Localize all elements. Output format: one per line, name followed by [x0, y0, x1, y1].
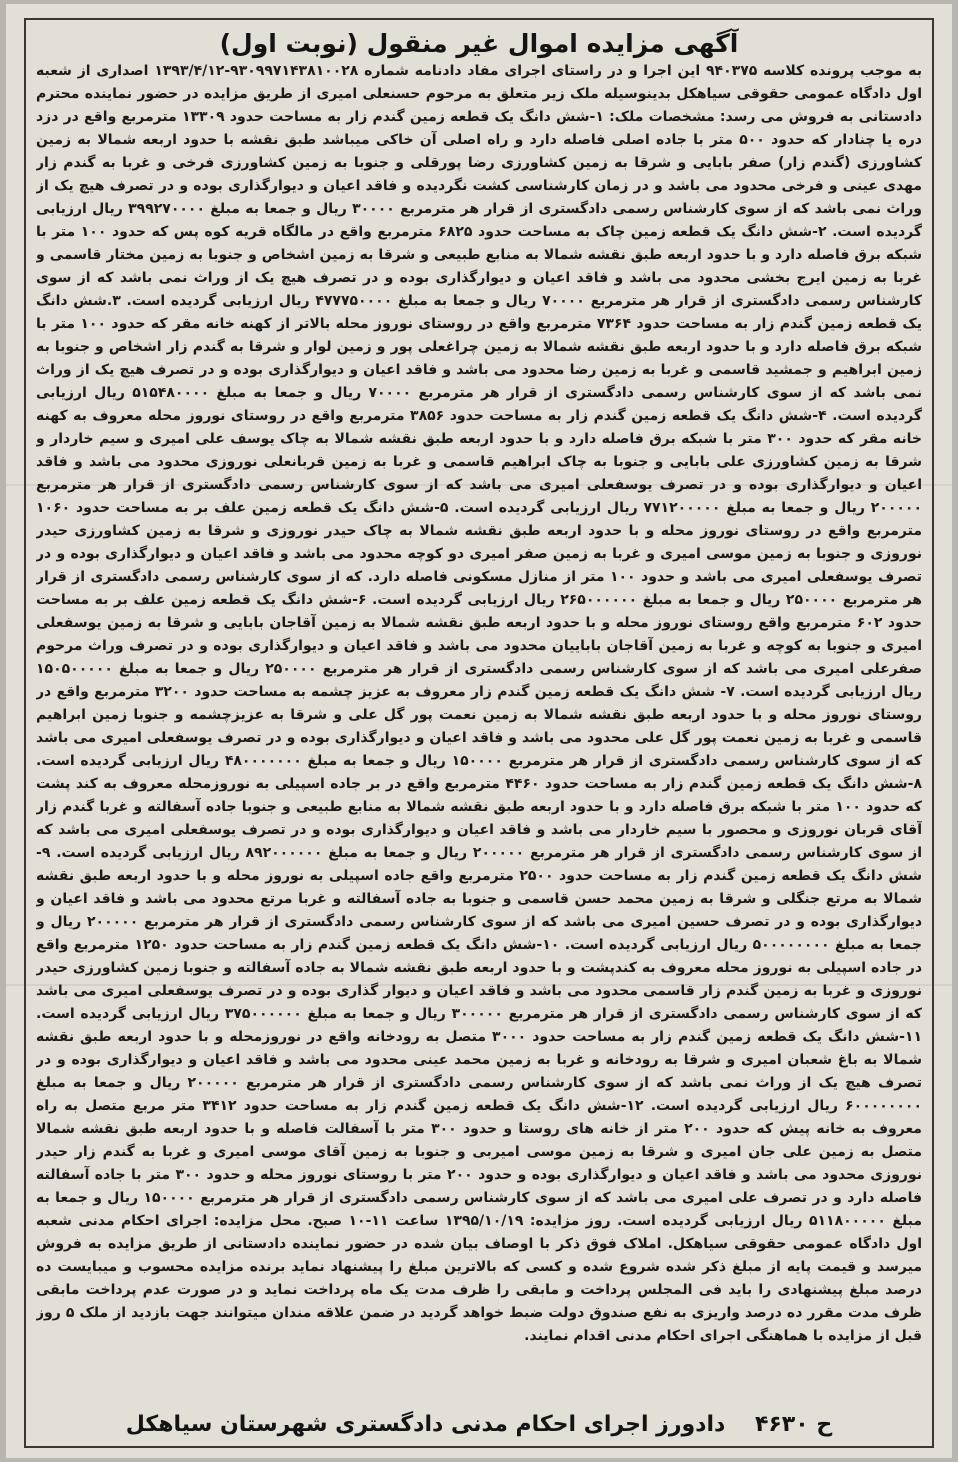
- ad-body: به موجب پرونده کلاسه ۹۴۰۳۷۵ این اجرا و در راستای اجرای مفاد دادنامه شماره ۹۳۰۹۹۷۱۴۳۸۱۰۰۲۸-۱۳۹۳/۴/۱۲ اصداری از شعبه اول دادگاه عمومی حقوقی سیاهکل بدینوسیله ملک زیر متعلق به مرحوم حسنعلی امیری از طریق مزایده در حضور نماینده محترم دادستانی به فروش می رسد: مشخصات ملک: ۱-شش دانگ یک قطعه زمین گندم زار به مساحت حدود ۱۳۳۰۹ مترمربع واقع در دزد دره یا چنادار که حدود ۵۰۰ متر با جاده اصلی فاصله دارد و راه اصلی آن خاکی میباشد طبق نقشه با حدود اربعه شمالا به زمین کشاورزی (گندم زار) صفر بابایی و شرقا به زمین کشاورزی رضا پورقلی و جنوبا به زمین کشاورزی فرخی و غربا به گندم زار مهدی عینی و فرخی محدود می باشد و در زمان کارشناسی کشت نگردیده و فاقد اعیان و دیوارگذاری بوده و در تصرف هیچ یک از وراث نمی باشد که از سوی کارشناس رسمی دادگستری از قرار هر مترمربع ۳۰۰۰۰ ریال و جمعا به مبلغ ۳۹۹۲۷۰۰۰۰ ریال ارزیابی گردیده است. ۲-شش دانگ یک قطعه زمین چاک به مساحت حدود ۶۸۲۵ مترمربع واقع در مالگاه قریه کوه پس که حدود ۱۰۰ متر با شبکه برق فاصله دارد و با حدود اربعه طبق نقشه شمالا به منابع طبیعی و شرقا به زمین اشخاص و جنوبا به زمین مختار قاسمی و غربا به زمین ایرج بخشی محدود می باشد و فاقد اعیان و دیوارگذاری بوده و در تصرف هیچ یک از وراث نمی باشد که از سوی کارشناس رسمی دادگستری از قرار هر مترمربع ۷۰۰۰۰ ریال و جمعا به مبلغ ۴۷۷۷۵۰۰۰۰ ریال ارزیابی گردیده است. ۳.شش دانگ یک قطعه زمین گندم زار به مساحت حدود ۷۳۶۴ مترمربع واقع در روستای نوروز محله بالاتر از کهنه خانه مقر که حدود ۱۰۰ متر با شبکه برق فاصله دارد و با حدود اربعه طبق نقشه شمالا به زمین چراغعلی پور و زمین لوار و شرقا به گندم زار اشخاص و جنوبا به زمین ابراهیم و جمشید قاسمی و غربا به زمین رضا محدود می باشد و فاقد اعیان و دیوارگذاری بوده و در تصرف هیچ یک از وراث نمی باشد که از سوی کارشناس رسمی دادگستری از قرار هر مترمربع ۷۰۰۰۰ ریال و جمعا به مبلغ ۵۱۵۴۸۰۰۰۰ ریال ارزیابی گردیده است. ۴-شش دانگ یک قطعه زمین گندم زار به مساحت حدود ۳۸۵۶ مترمربع واقع در روستای نوروز محله معروف به کهنه خانه مقر که حدود ۳۰۰ متر با شبکه برق فاصله دارد و با حدود اربعه طبق نقشه شمالا به چاک یوسف علی امیری و سیم خاردار و شرقا به زمین کشاورزی علی بابایی و جنوبا به چاک ابراهیم قاسمی و غربا به زمین قربانعلی نوروزی محدود می باشد و فاقد اعیان و دیوارگذاری بوده و در تصرف یوسفعلی امیری می باشد که از سوی کارشناس رسمی دادگستری از قرار هر مترمربع ۲۰۰۰۰۰ ریال و جمعا به مبلغ ۷۷۱۲۰۰۰۰۰ ریال ارزیابی گردیده است. ۵-شش دانگ یک قطعه زمین علف بر به مساحت حدود ۱۰۶۰ مترمربع واقع در روستای نوروز محله و با حدود اربعه طبق نقشه شمالا به چاک حیدر نوروزی و شرقا به زمین کشاورزی حیدر نوروزی و جنوبا به زمین موسی امیری و غربا به زمین صفر امیری دو کوچه محدود می باشد و فاقد اعیان و دیوارگذاری بوده و در تصرف یوسفعلی امیری می باشد و حدود ۱۰۰ متر از منازل مسکونی فاصله دارد. که از سوی کارشناس رسمی دادگستری از قرار هر مترمربع ۲۵۰۰۰۰ ریال و جمعا به مبلغ ۲۶۵۰۰۰۰۰۰ ریال ارزیابی گردیده است. ۶-شش دانگ یک قطعه زمین علف بر به مساحت حدود ۶۰۲ مترمربع واقع روستای نوروز محله و با حدود اربعه طبق نقشه شمالا به زمین آقاجان بابایی و شرقا به زمین یوسفعلی امیری و جنوبا به کوچه و غربا به زمین آقاجان باباییان محدود می باشد و فاقد اعیان و دیوارگذاری بوده و در تصرف وراث مرحوم صفرعلی امیری می باشد که از سوی کارشناس رسمی دادگستری از قرار هر مترمربع ۲۵۰۰۰۰ ریال و جمعا به مبلغ ۱۵۰۵۰۰۰۰۰ ریال ارزیابی گردیده است. ۷- شش دانگ یک قطعه زمین گندم زار معروف به عزیز چشمه به مساحت حدود ۳۲۰۰ مترمربع واقع در روستای نوروز محله و با حدود اربعه طبق نقشه شمالا به زمین نعمت پور گل علی و شرقا به عزیزچشمه و جنوبا زمین ابراهیم قاسمی و غربا به زمین نعمت پور گل علی محدود می باشد و فاقد اعیان و دیوارگذاری بوده و در تصرف یوسفعلی امیری می باشد که از سوی کارشناس رسمی دادگستری از قرار هر مترمربع ۱۵۰۰۰۰ ریال و جمعا به مبلغ ۴۸۰۰۰۰۰۰۰ ریال ارزیابی گردیده است. ۸-شش دانگ یک قطعه زمین گندم زار به مساحت حدود ۴۴۶۰ مترمربع واقع در بر جاده اسپیلی به نوروزمحله معروف به کند پشت که حدود ۱۰۰ متر با شبکه برق فاصله دارد و با حدود اربعه طبق نقشه شمالا به منابع طبیعی و جنوبا جاده آسفالته و غربا گندم زار آقای قربان نوروزی و محصور با سیم خاردار می باشد و فاقد اعیان و دیوارگذاری بوده و در تصرف یوسفعلی امیری می باشد که از سوی کارشناس رسمی دادگستری از قرار هر مترمربع ۲۰۰۰۰۰ ریال و جمعا به مبلغ ۸۹۲۰۰۰۰۰۰ ریال ارزیابی گردیده است. ۹-شش دانگ یک قطعه زمین گندم زار به مساحت حدود ۲۵۰۰ مترمربع واقع جاده اسپیلی به نوروز محله و با حدود اربعه طبق نقشه شمالا به مرتع جنگلی و شرقا به زمین محمد حسن قاسمی و جنوبا به جاده آسفالته و غربا مرتع محدود می باشد و فاقد اعیان و دیوارگذاری بوده و در تصرف حسین امیری می باشد که از سوی کارشناس رسمی دادگستری از قرار هر مترمربع ۲۰۰۰۰۰ ریال و جمعا به مبلغ ۵۰۰۰۰۰۰۰۰ ریال ارزیابی گردیده است. ۱۰-شش دانگ یک قطعه زمین گندم زار به مساحت حدود ۱۲۵۰ مترمربع واقع در جاده اسپیلی به نوروز محله معروف به کندپشت و با حدود اربعه طبق نقشه شمالا به جاده آسفالته و جنوبا زمین کشاورزی حیدر نوروزی و غربا به زمین گندم زار قاسمی محدود می باشد و فاقد اعیان و دیوار گذاری بوده و در تصرف یوسفعلی امیری می باشد که از سوی کارشناس رسمی دادگستری از قرار هر مترمربع ۳۰۰۰۰۰ ریال و جمعا به مبلغ ۳۷۵۰۰۰۰۰۰ ریال ارزیابی گردیده است. ۱۱-شش دانگ یک قطعه زمین گندم زار به مساحت حدود ۳۰۰۰ متصل به رودخانه واقع در نوروزمحله و با حدود اربعه طبق نقشه شمالا به باغ شعبان امیری و شرقا به رودخانه و غربا به زمین محمد عینی محدود می باشد و فاقد اعیان و دیوارگذاری بوده و در تصرف هیچ یک از وراث نمی باشد که از سوی کارشناس رسمی دادگستری از قرار هر مترمربع ۲۰۰۰۰۰ ریال و جمعا به مبلغ ۶۰۰۰۰۰۰۰۰ ریال ارزیابی گردیده است. ۱۲-شش دانگ یک قطعه زمین گندم زار به مساحت حدود ۳۴۱۲ متر مربع متصل به راه معروف به خانه پیش که حدود ۲۰۰ متر از خانه های روستا و حدود ۳۰۰ متر با آسفالت فاصله و با حدود اربعه طبق نقشه شمالا متصل به زمین علی جان امیری و شرقا به زمین موسی امیربی و جنوبا به زمین آقای موسی امیری و غربا به گندم زار حیدر نوروزی محدود می باشد و فاقد اعیان و دیوارگذاری بوده و حدود ۲۰۰ متر با روستای نوروز محله و حدود ۳۰۰ متر با جاده آسفالته فاصله دارد و در تصرف علی امیری می باشد که از سوی کارشناس رسمی دادگستری از قرار هر مترمربع ۱۵۰۰۰۰ ریال و جمعا به مبلغ ۵۱۱۸۰۰۰۰۰ ریال ارزیابی گردیده است. روز مزایده: ۱۳۹۵/۱۰/۱۹ ساعت ۱۱-۱۰ صبح. محل مزایده: اجرای احکام مدنی شعبه اول دادگاه عمومی حقوقی سیاهکل. املاک فوق ذکر با اوصاف بیان شده در حضور نماینده دادستانی از طریق مزایده به فروش میرسد و قیمت پایه از مبلغ ذکر شده شروع شده و کسی که بالاترین مبلغ را پیشنهاد نماید برنده مزایده محسوب و میبایست ده درصد مبلغ پیشنهادی را باید فی المجلس پرداخت و مابقی را ظرف مدت یک ماه پرداخت نماید و در صورت عدم پرداخت مابقی ظرف مدت مقرر ده درصد واریزی به نفع صندوق دولت ضبط خواهد گردید در ضمن علاقه مندان میتوانند جهت بازدید از ملک ۵ روز قبل از مزایده با هماهنگی اجرای احکام مدنی اقدام نمایند.: [36, 63, 922, 1344]
- ad-signature: دادورز اجرای احکام مدنی دادگستری شهرستان سیاهکل: [125, 1412, 726, 1437]
- ad-signature-line: [36, 1408, 922, 1442]
- ad-code: ح ۴۶۳۰: [754, 1412, 833, 1437]
- newspaper-clipping: [6, 4, 952, 1458]
- ad-title: آگهی مزایده اموال غیر منقول (نوبت اول): [219, 29, 739, 58]
